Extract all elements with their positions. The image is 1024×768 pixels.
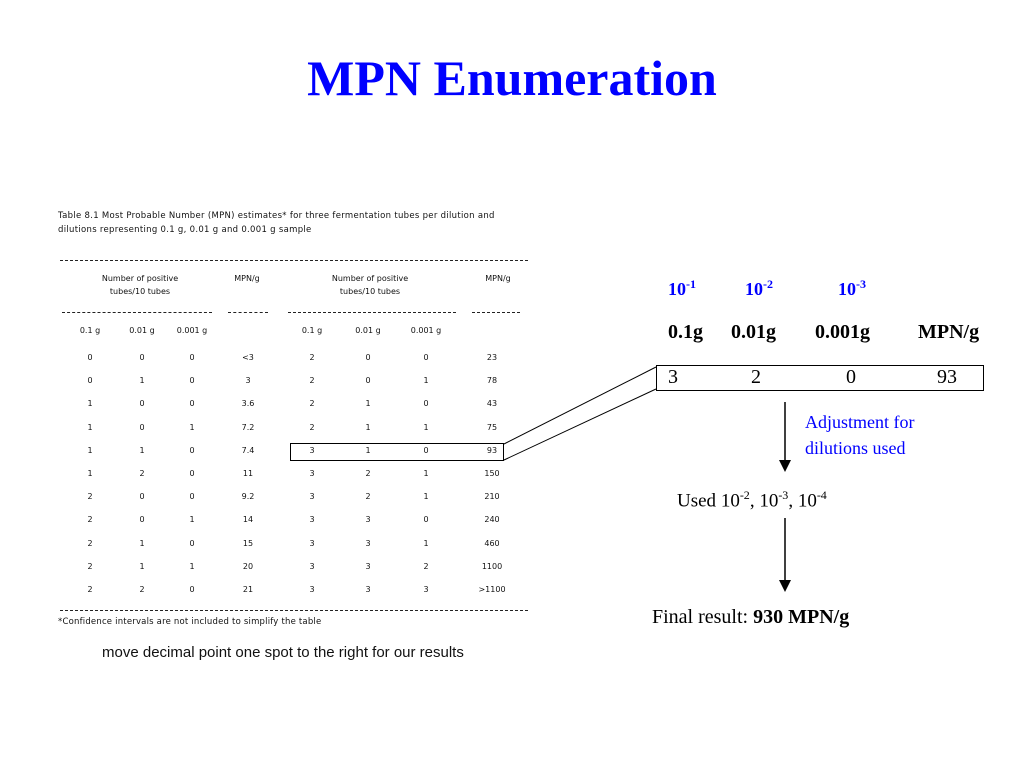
table-cell: 3 (309, 585, 315, 594)
result-box (656, 365, 984, 391)
table-cell: 0 (139, 422, 145, 432)
table-cell: 1 (423, 422, 429, 432)
table-cell: 2 (309, 353, 315, 362)
arrow-1-head (779, 460, 791, 472)
mpn-label: MPN/g (918, 321, 980, 343)
amount-2: 0.01g (731, 321, 776, 343)
connector-line-upper (504, 367, 656, 444)
table-cell: 0 (423, 515, 429, 525)
result-value-mpn: 93 (937, 366, 957, 388)
table-cell: 0 (189, 445, 195, 455)
result-value-1: 3 (668, 366, 678, 388)
table-cell: 0 (139, 515, 145, 525)
table-cell: 1 (189, 515, 195, 525)
table-cell: 1 (189, 561, 195, 571)
table-cell: 0 (189, 353, 195, 362)
table-cell: 2 (365, 492, 371, 502)
table-cell: 1 (365, 445, 371, 455)
adjustment-note: Adjustment for dilutions used (805, 412, 915, 458)
table-cell: 1100 (481, 561, 503, 571)
final-result-value: 930 MPN/g (753, 606, 850, 628)
table-cell: 1 (139, 561, 145, 571)
table-cell: 93 (486, 445, 498, 455)
table-cell: 0 (139, 399, 145, 409)
table-cell: 150 (484, 469, 500, 478)
table-cell: 0 (87, 353, 93, 362)
table-cell: 2 (139, 585, 145, 594)
table-cell: 3 (365, 538, 371, 548)
table-cell: 0 (423, 353, 429, 362)
table-cell: 3.6 (241, 399, 255, 409)
decimal-note: move decimal point one spot to the right for our results (102, 644, 464, 661)
table-cell: 1 (423, 538, 429, 548)
table-cell: 11 (242, 469, 254, 478)
table-cell: 2 (309, 376, 315, 386)
page-title: MPN Enumeration (307, 50, 717, 106)
table-cell: 0 (87, 376, 93, 386)
table-cell: 1 (423, 492, 429, 502)
group-header-left: Number of positive tubes/10 tubes (101, 274, 179, 296)
table-cell: 3 (309, 561, 315, 571)
table-cell: 43 (486, 399, 498, 409)
table-cell: 1 (139, 445, 145, 455)
table-cell: 0 (423, 445, 429, 455)
table-cell: 15 (242, 538, 254, 548)
table-cell: 0 (423, 399, 429, 409)
table-cell: 2 (87, 561, 93, 571)
sub-header: 0.001 g (176, 326, 208, 335)
table-cell: 9.2 (241, 492, 255, 502)
table-cell: 1 (87, 399, 93, 409)
final-result: Final result: 930 MPN/g (652, 606, 850, 628)
sub-header: 0.001 g (410, 326, 442, 335)
table-cell: 2 (309, 399, 315, 409)
table-cell: 23 (486, 353, 498, 362)
table-cell: 1 (365, 422, 371, 432)
table-cell: 3 (423, 585, 429, 594)
sub-header: 0.01 g (355, 326, 381, 335)
table-cell: 21 (242, 585, 254, 594)
table-cell: 0 (139, 492, 145, 502)
table-cell: 7.2 (241, 422, 255, 432)
sub-header: 0.1 g (79, 326, 101, 335)
arrow-2-head (779, 580, 791, 592)
table-cell: 0 (189, 469, 195, 478)
table-cell: 1 (87, 469, 93, 478)
dilution-exp-1: $10^{-1}$ (668, 277, 696, 299)
table-cell: 3 (365, 515, 371, 525)
table-cell: 1 (87, 422, 93, 432)
table-footnote: *Confidence intervals are not included to simplify the table (58, 617, 322, 627)
table-cell: 0 (189, 376, 195, 386)
table-cell: 20 (242, 561, 254, 571)
table-cell: 3 (365, 561, 371, 571)
table-cell: 240 (484, 515, 500, 525)
dilution-exp-2: $10^{-2}$ (745, 277, 773, 299)
table-cell: 3 (309, 492, 315, 502)
table-cell: 2 (309, 422, 315, 432)
table-cell: 0 (189, 399, 195, 409)
sub-header: 0.01 g (129, 326, 155, 335)
table-cell: 0 (189, 538, 195, 548)
table-cell: 3 (245, 376, 251, 386)
table-cell: 0 (365, 353, 371, 362)
table-cell: 0 (365, 376, 371, 386)
table-cell: 75 (486, 422, 498, 432)
table-caption: Table 8.1 Most Probable Number (MPN) estimates* for three fermentation tubes per dilution and dilutions representing 0.1 g, 0.01 g and 0.001 g sample (58, 211, 495, 235)
table-cell: 2 (87, 492, 93, 502)
table-cell: 1 (423, 376, 429, 386)
table-cell: 1 (189, 422, 195, 432)
table-cell: 1 (139, 538, 145, 548)
table-cell: 2 (87, 538, 93, 548)
connector-line-lower (504, 389, 656, 460)
table-cell: 2 (87, 515, 93, 525)
result-value-3: 0 (846, 366, 856, 388)
table-cell: 0 (189, 585, 195, 594)
amount-3: 0.001g (815, 321, 870, 343)
table-cell: 3 (309, 515, 315, 525)
table-cell: 78 (486, 376, 498, 386)
used-dilutions: Used $10^{-2}$, $10^{-3}$, $10^{-4}$ (677, 488, 827, 512)
table-cell: 14 (242, 515, 254, 525)
table-cell: 2 (87, 585, 93, 594)
table-cell: 2 (423, 561, 429, 571)
table-cell: 460 (484, 538, 500, 548)
group-header-right: Number of positive tubes/10 tubes (331, 274, 409, 296)
table-cell: 3 (309, 538, 315, 548)
table-cell: 1 (139, 376, 145, 386)
table-cell: 0 (189, 492, 195, 502)
table-cell: 3 (365, 585, 371, 594)
table-cell: 7.4 (241, 445, 255, 455)
sub-header: 0.1 g (301, 326, 323, 335)
table-cell: 210 (484, 492, 500, 502)
table-cell: 2 (139, 469, 145, 478)
table-cell: >1100 (478, 585, 506, 594)
mpn-header-right: MPN/g (485, 274, 511, 283)
table-cell: 3 (309, 469, 315, 478)
amount-1: 0.1g (668, 321, 703, 343)
table-cell: <3 (242, 353, 254, 362)
dilution-exp-3: $10^{-3}$ (838, 277, 866, 299)
table-cell: 0 (139, 353, 145, 362)
table-cell: 1 (87, 445, 93, 455)
table-cell: 2 (365, 469, 371, 478)
table-cell: 1 (423, 469, 429, 478)
table-cell: 3 (309, 445, 315, 455)
result-value-2: 2 (751, 366, 761, 388)
mpn-header-left: MPN/g (234, 274, 260, 283)
table-cell: 1 (365, 399, 371, 409)
